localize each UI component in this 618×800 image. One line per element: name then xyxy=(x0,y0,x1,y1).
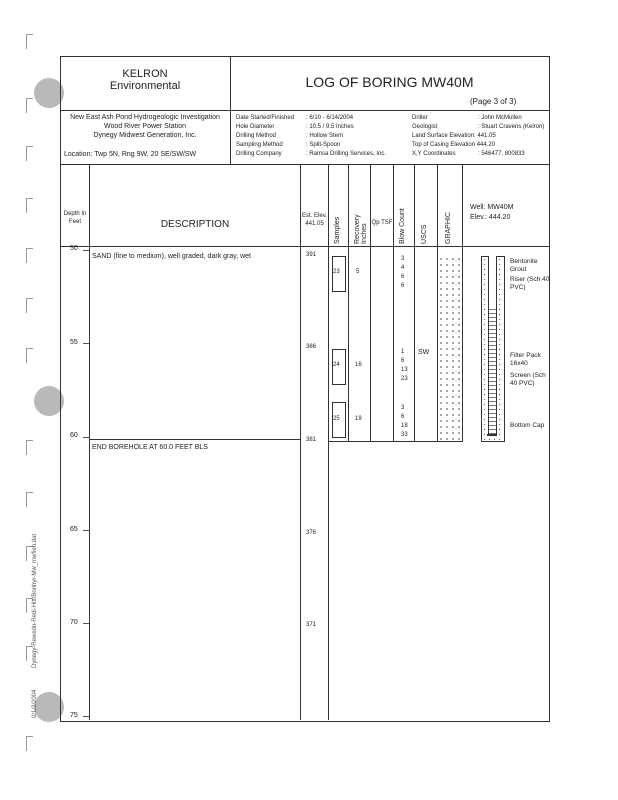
column-header-elevation: Est. Elev. 441.05 xyxy=(302,213,327,227)
elevation-label: 376 xyxy=(306,530,317,536)
column-rule xyxy=(328,164,329,720)
sample-number: 24 xyxy=(333,362,340,368)
divider xyxy=(60,164,549,165)
blow-count: 13 xyxy=(401,367,408,373)
blow-count: 1 xyxy=(401,349,405,355)
well-label-riser: Riser (Sch 40 PVC) xyxy=(510,276,550,291)
info-label: Drilling Method xyxy=(236,133,277,139)
info-label: Land Surface Elevation: 441.05 xyxy=(412,133,496,139)
info-label: Top of Casing Elevation 444.20 xyxy=(412,142,496,148)
soil-description: SAND (fine to medium), well graded, dark gray, wet xyxy=(92,253,251,260)
margin-mark xyxy=(26,248,33,263)
blow-count: 3 xyxy=(401,256,405,262)
margin-mark xyxy=(26,440,33,455)
page-title: LOG OF BORING MW40M xyxy=(305,74,474,90)
sample-recovery: 16 xyxy=(355,362,362,368)
info-label: Drilling Company xyxy=(236,151,282,157)
margin-mark xyxy=(26,34,33,49)
well-label-bottom-cap: Bottom Cap xyxy=(510,422,545,429)
blow-count: 3 xyxy=(401,405,405,411)
elevation-label: 386 xyxy=(306,344,317,350)
column-header-depth: Depth In Feet xyxy=(63,211,87,225)
sample-number: 25 xyxy=(333,416,340,422)
depth-tick xyxy=(83,716,89,717)
column-header-samples: Samples xyxy=(334,216,341,244)
end-boring-rule xyxy=(89,439,301,440)
elevation-label: 371 xyxy=(306,622,317,628)
margin-mark xyxy=(26,198,33,213)
info-value: : Ramsa Drilling Services, Inc. xyxy=(306,151,387,157)
column-rule xyxy=(89,164,90,720)
depth-tick xyxy=(83,250,89,251)
log-bottom-rule xyxy=(328,441,463,442)
blow-count: 4 xyxy=(401,265,405,271)
well-label-filter-pack: Filter Pack 16x40 xyxy=(510,352,541,367)
divider xyxy=(60,246,549,247)
uscs-code: SW xyxy=(418,349,430,356)
margin-mark xyxy=(26,348,33,363)
depth-label: 70 xyxy=(70,619,78,626)
info-label: Driller xyxy=(412,115,428,121)
divider xyxy=(60,110,549,111)
depth-label: 60 xyxy=(70,432,78,439)
margin-mark xyxy=(26,736,33,751)
info-label: Sampling Method xyxy=(236,142,283,148)
info-value: : Hollow Stem xyxy=(306,133,344,139)
margin-mark xyxy=(26,298,33,313)
margin-mark xyxy=(26,492,33,507)
column-header-uscs: USCS xyxy=(421,224,428,244)
column-header-graphic: GRAPHIC xyxy=(445,212,452,244)
sand-graphic-pattern xyxy=(438,256,462,440)
project-title: New East Ash Pond Hydrogeologic Investigation xyxy=(70,114,220,121)
info-value: : Stuart Cravens (Kelron) xyxy=(478,124,545,130)
blow-count: 18 xyxy=(401,423,408,429)
well-title: Well: MW40M xyxy=(470,204,514,211)
sample-recovery: 5 xyxy=(356,269,360,275)
end-borehole-note: END BOREHOLE AT 60.0 FEET BLS xyxy=(92,444,208,451)
project-client: Dynegy Midwest Generation, Inc. xyxy=(93,132,197,139)
elevation-label: 381 xyxy=(306,437,317,443)
info-label: Geologist xyxy=(412,124,438,130)
divider xyxy=(230,56,231,165)
well-screen xyxy=(488,306,497,434)
depth-tick xyxy=(83,437,89,438)
blow-count: 23 xyxy=(401,376,408,382)
blow-count: 6 xyxy=(401,414,405,420)
well-bottom-cap xyxy=(487,434,497,436)
column-rule xyxy=(300,164,301,720)
project-location: Location: Twp 5N, Rng 9W, 20 SE/SW/SW xyxy=(64,151,197,158)
depth-label: 55 xyxy=(70,339,78,346)
sample-number: 23 xyxy=(333,269,340,275)
depth-tick xyxy=(83,623,89,624)
info-value: : Split-Spoon xyxy=(306,142,341,148)
well-label-screen: Screen (Sch 40 PVC) xyxy=(510,372,546,387)
well-riser xyxy=(488,256,497,306)
info-label: Date Started/Finished xyxy=(236,115,295,121)
blow-count: 6 xyxy=(401,274,405,280)
page-number: (Page 3 of 3) xyxy=(470,97,517,106)
blow-count: 6 xyxy=(401,358,405,364)
column-rule xyxy=(393,164,394,442)
info-value: : 546477, 800833 xyxy=(478,151,525,157)
info-value: : John McMullen xyxy=(478,115,522,121)
info-value: : 10.5 / 9.5 Inches xyxy=(306,124,354,130)
print-date-note: 0/1/2/2004 xyxy=(32,689,38,718)
depth-tick xyxy=(83,343,89,344)
sample-recovery: 19 xyxy=(355,416,362,422)
column-rule xyxy=(414,164,415,442)
margin-mark xyxy=(26,98,33,113)
margin-mark xyxy=(26,146,33,161)
blow-count: 6 xyxy=(401,283,405,289)
company-subtitle: Environmental xyxy=(109,80,181,92)
project-site: Wood River Power Station xyxy=(104,123,186,130)
depth-label: 65 xyxy=(70,526,78,533)
column-header-description: DESCRIPTION xyxy=(160,219,230,230)
elevation-label: 391 xyxy=(306,252,317,258)
depth-label: 75 xyxy=(70,712,78,719)
file-path-note: Dynegy-Rewedn-Redi-Hitt/Bonhyr-Mw_mwfieh.dat xyxy=(32,533,38,668)
well-elevation: Elev.: 444.20 xyxy=(470,214,511,221)
blow-count: 33 xyxy=(401,432,408,438)
column-header-blow-count: Blow Count xyxy=(399,208,406,244)
info-label: X,Y Coordinates xyxy=(412,151,456,157)
column-rule xyxy=(348,164,349,442)
column-rule xyxy=(370,164,371,442)
info-value: : 6/10 - 6/14/2004 xyxy=(306,115,354,121)
company-name: KELRON xyxy=(122,68,168,80)
depth-label: 50 xyxy=(70,245,78,252)
column-rule xyxy=(462,164,463,442)
depth-tick xyxy=(83,530,89,531)
info-label: Hole Diameter xyxy=(236,124,275,130)
column-header-recovery: Recovery Inches xyxy=(354,214,368,244)
column-header-qp: Qp TSF xyxy=(371,220,393,226)
well-label-grout: Bentonite Grout xyxy=(510,258,538,273)
